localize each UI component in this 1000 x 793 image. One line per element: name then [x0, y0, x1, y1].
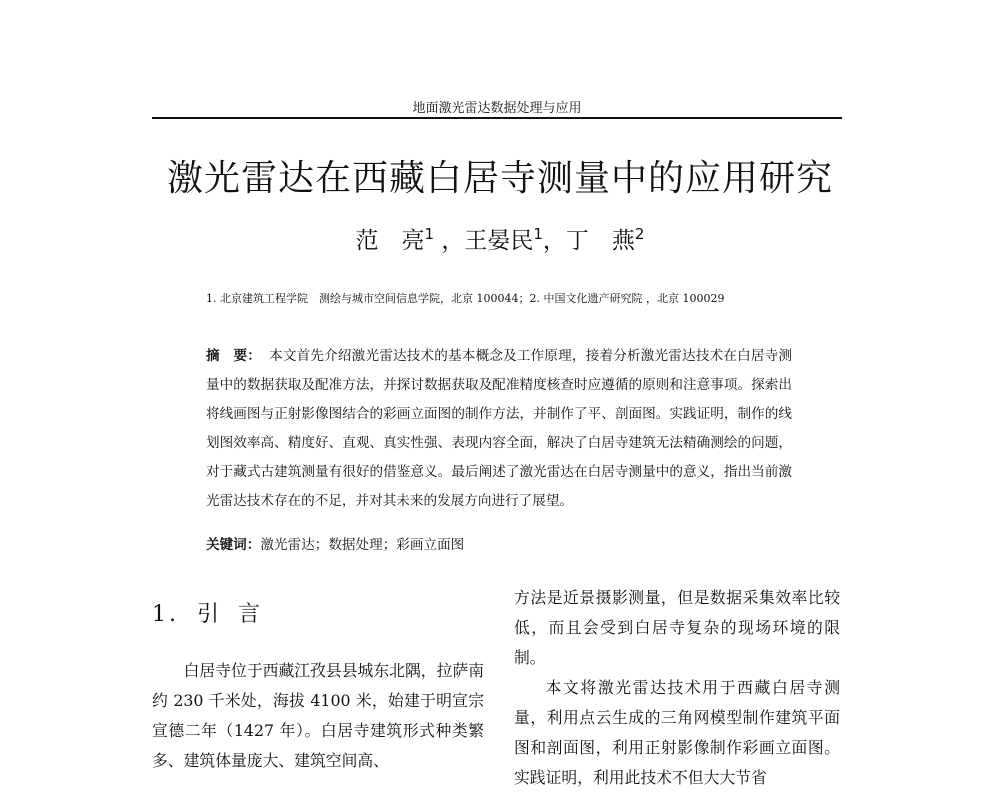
affiliations: 1. 北京建筑工程学院 测绘与城市空间信息学院，北京 100044；2. 中国文化遗产研究院 ，北京 100029	[206, 292, 725, 305]
section-number: 1.	[152, 602, 179, 627]
abstract-text: 本文首先介绍激光雷达技术的基本概念及工作原理，接着分析激光雷达技术在白居寺测量中的数据获取及配准方法，并探讨数据获取及配准精度核查时应遵循的原则和注意事项。探索出将线画图与正射影像图结合的彩画立面图的制作方法，并制作了平、剖面图。实践证明，制作的线划图效率高、精度好、直观、真实性强、表现内容全面，解决了白居寺建筑无法精确测绘的问题，对于藏式古建筑测量有很好的借鉴意义。最后阐述了激光雷达在白居寺测量中的意义，指出当前激光雷达技术存在的不足，并对其未来的发展方向进行了展望。	[206, 348, 793, 509]
author-name: 范 亮	[355, 228, 425, 254]
keywords	[206, 533, 792, 553]
keywords-text: 激光雷达；数据处理；彩画立面图	[260, 537, 465, 553]
section-title-part: 言	[238, 602, 264, 627]
section-heading	[152, 597, 484, 628]
section-title-part: 引	[197, 602, 223, 627]
author-name: 王晏民	[464, 228, 534, 254]
author-separator: ，	[542, 228, 566, 254]
keywords-label: 关键词：	[206, 537, 261, 553]
author-affil-mark: 1	[533, 225, 543, 243]
author-line	[0, 222, 1000, 255]
abstract-label: 摘 要：	[206, 348, 262, 364]
author-affil-mark: 1	[424, 225, 435, 243]
author-name: 丁 燕	[565, 228, 635, 254]
running-header: 地面激光雷达数据处理与应用	[412, 101, 582, 116]
author-affil-mark: 2	[634, 225, 645, 243]
abstract	[206, 342, 792, 516]
body-paragraph: 方法是近景摄影测量，但是数据采集效率比较低，而且会受到白居寺复杂的现场环境的限制。	[514, 588, 840, 667]
header-rule	[152, 117, 842, 119]
left-column	[152, 597, 484, 776]
paper-title: 激光雷达在西藏白居寺测量中的应用研究	[166, 158, 833, 199]
author-separator: ，	[441, 228, 465, 254]
body-paragraph: 白居寺位于西藏江孜县县城东北隅，拉萨南约 230 千米处，海拔 4100 米，始建于明宣宗宣德二年（1427 年）。白居寺建筑形式种类繁多、建筑体量庞大、建筑空间高、	[152, 661, 484, 770]
body-paragraph: 本文将激光雷达技术用于西藏白居寺测量，利用点云生成的三角网模型制作建筑平面图和剖面图，利用正射影像制作彩画立面图。实践证明，利用此技术不但大大节省	[514, 678, 840, 787]
right-column	[514, 583, 840, 793]
